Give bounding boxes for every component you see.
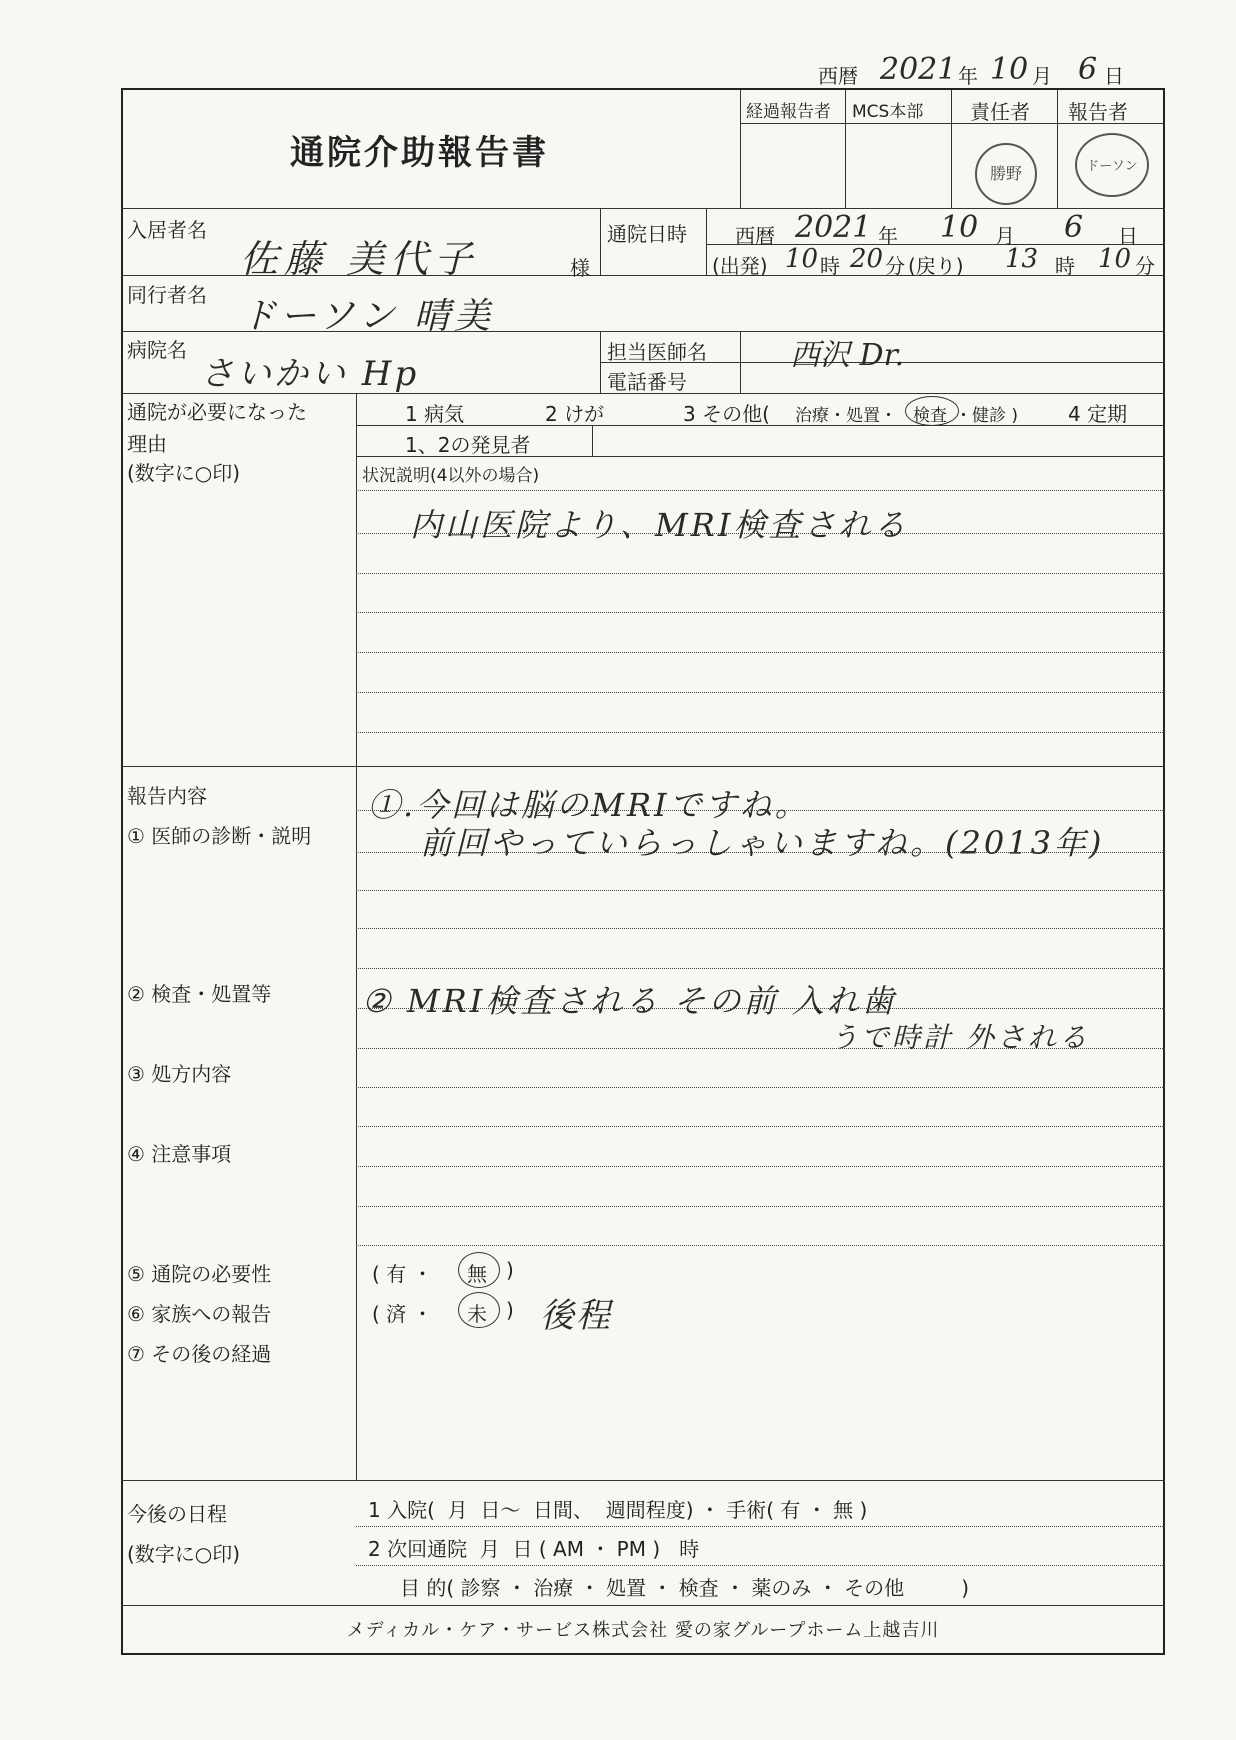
footer-company: メディカル・ケア・サービス株式会社 愛の家グループホーム上越吉川 bbox=[346, 1620, 940, 1641]
report-item2-line1: ② MRI検査される その前 入れ歯 bbox=[362, 982, 897, 1020]
manager-stamp bbox=[975, 143, 1037, 205]
reason-opt3-suffix: ・健診 ) bbox=[955, 406, 1019, 426]
approval-manager: 責任者 bbox=[970, 100, 1030, 124]
reason-opt4: 4 定期 bbox=[1068, 402, 1128, 426]
visit-year: 2021 bbox=[795, 210, 872, 245]
hospital-label: 病院名 bbox=[127, 338, 187, 362]
family-close: ) bbox=[506, 1298, 514, 1322]
return-minute-unit: 分 bbox=[1135, 254, 1155, 278]
reason-label-3: (数字に○印) bbox=[127, 461, 241, 485]
resident-label: 入居者名 bbox=[127, 218, 207, 242]
date-month: 10 bbox=[990, 52, 1029, 87]
form-title: 通院介助報告書 bbox=[290, 133, 549, 173]
date-year: 2021 bbox=[880, 52, 957, 87]
reason-opt1: 1 病気 bbox=[405, 402, 465, 426]
report-item1-line1: ①.今回は脳のMRIですね。 bbox=[368, 786, 810, 824]
report-item1: ① 医師の診断・説明 bbox=[127, 824, 312, 848]
schedule-line1: 1 入院( 月 日〜 日間、 週間程度) ・ 手術( 有 ・ 無 ) bbox=[368, 1498, 868, 1522]
report-item6: ⑥ 家族への報告 bbox=[127, 1302, 272, 1326]
depart-minute: 20 bbox=[850, 244, 884, 274]
situation-label: 状況説明(4以外の場合) bbox=[362, 466, 540, 486]
resident-honorific: 様 bbox=[570, 256, 590, 280]
date-year-unit: 年 bbox=[958, 64, 978, 88]
family-selected: 未 bbox=[467, 1302, 487, 1326]
date-day-unit: 日 bbox=[1104, 64, 1124, 88]
depart-minute-unit: 分 bbox=[885, 254, 905, 278]
visit-day-unit: 日 bbox=[1118, 224, 1138, 248]
report-item1-line2: 前回やっていらっしゃいますね。(2013年) bbox=[420, 824, 1105, 862]
report-item2-line2: うで時計 外される bbox=[830, 1021, 1090, 1054]
return-hour-unit: 時 bbox=[1055, 254, 1075, 278]
necessity-selected: 無 bbox=[467, 1262, 487, 1286]
phone-label: 電話番号 bbox=[607, 370, 687, 394]
reason-opt3-selected: 検査 bbox=[913, 406, 947, 426]
manager-stamp-text: 勝野 bbox=[989, 164, 1022, 183]
companion-name: ドーソン 晴美 bbox=[240, 296, 495, 337]
reporter-stamp-text: ドーソン bbox=[1086, 159, 1138, 174]
situation-text: 内山医院より、MRI検査される bbox=[410, 506, 909, 544]
necessity-close: ) bbox=[506, 1258, 514, 1282]
necessity-selected-circle bbox=[458, 1252, 500, 1288]
schedule-line2: 2 次回通院 月 日 ( AM ・ PM ) 時 bbox=[368, 1537, 700, 1561]
report-item4: ④ 注意事項 bbox=[127, 1142, 232, 1166]
depart-label: (出発) bbox=[712, 254, 768, 278]
schedule-line3: 目 的( 診察 ・ 治療 ・ 処置 ・ 検査 ・ 薬のみ ・ その他 ) bbox=[400, 1576, 970, 1600]
report-item3: ③ 処方内容 bbox=[127, 1062, 232, 1086]
return-label: (戻り) bbox=[908, 254, 964, 278]
approval-reporter: 報告者 bbox=[1068, 100, 1128, 124]
companion-label: 同行者名 bbox=[127, 283, 207, 307]
depart-hour: 10 bbox=[785, 244, 819, 274]
date-month-unit: 月 bbox=[1032, 64, 1052, 88]
visit-label: 通院日時 bbox=[607, 222, 687, 246]
reason-label: 通院が必要になった bbox=[127, 400, 307, 424]
reason-opt2: 2 けが bbox=[545, 402, 605, 426]
visit-year-unit: 年 bbox=[878, 224, 898, 248]
date-era: 西暦 bbox=[818, 64, 858, 88]
visit-era: 西暦 bbox=[735, 224, 775, 248]
report-item7: ⑦ その後の経過 bbox=[127, 1342, 272, 1366]
report-label: 報告内容 bbox=[127, 784, 207, 808]
doctor-label: 担当医師名 bbox=[607, 340, 707, 364]
approval-mcs: MCS本部 bbox=[852, 102, 924, 122]
resident-name: 佐藤 美代子 bbox=[240, 237, 479, 281]
reporter-stamp bbox=[1075, 133, 1149, 197]
report-item5: ⑤ 通院の必要性 bbox=[127, 1262, 272, 1286]
reason-label-2: 理由 bbox=[127, 432, 167, 456]
return-minute: 10 bbox=[1098, 244, 1132, 274]
family-note: 後程 bbox=[540, 1296, 612, 1336]
reason-opt3-selected-circle bbox=[905, 396, 959, 426]
schedule-label: 今後の日程 bbox=[127, 1502, 227, 1526]
visit-month: 10 bbox=[940, 210, 979, 245]
family-selected-circle bbox=[458, 1292, 500, 1328]
approval-progress: 経過報告者 bbox=[746, 102, 831, 122]
reason-opt3-items: 治療・処置・ bbox=[795, 406, 897, 426]
hospital-name: さいかい Hp bbox=[200, 354, 420, 394]
date-day: 6 bbox=[1078, 52, 1098, 87]
schedule-label-2: (数字に○印) bbox=[127, 1542, 241, 1566]
depart-hour-unit: 時 bbox=[820, 254, 840, 278]
reason-finder: 1、2の発見者 bbox=[405, 433, 531, 457]
reason-opt3-prefix: 3 その他( bbox=[683, 402, 770, 426]
return-hour: 13 bbox=[1005, 244, 1039, 274]
visit-day: 6 bbox=[1064, 210, 1084, 245]
report-item2: ② 検査・処置等 bbox=[127, 982, 272, 1006]
family-open: ( 済 ・ bbox=[372, 1302, 433, 1326]
necessity-open: ( 有 ・ bbox=[372, 1262, 433, 1286]
doctor-name: 西沢 Dr. bbox=[790, 338, 905, 373]
visit-month-unit: 月 bbox=[995, 224, 1015, 248]
